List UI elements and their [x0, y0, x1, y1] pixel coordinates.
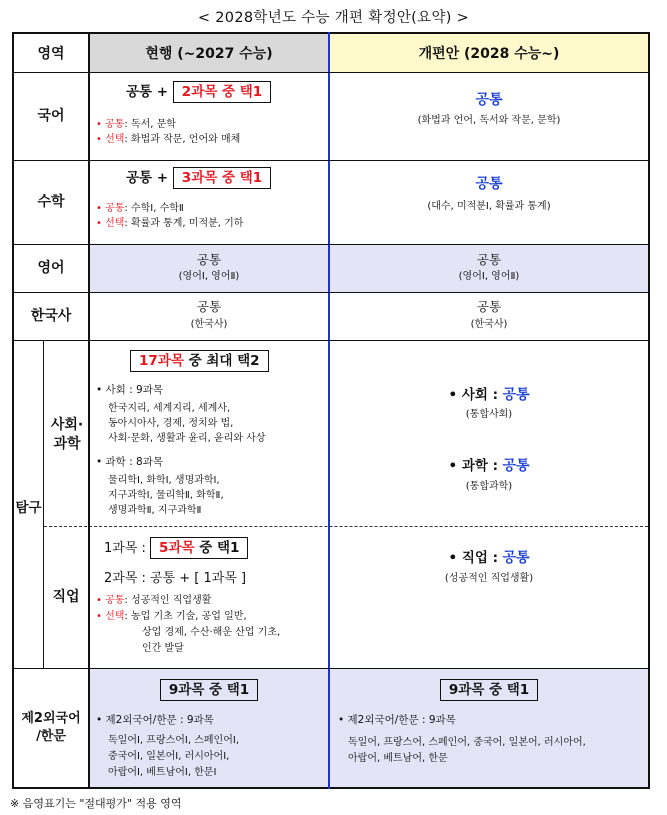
foreign-current-choice-box: 9과목 중 택1	[160, 679, 258, 701]
inquiry-revised-career	[330, 527, 648, 668]
inquiry-social-head: • 사회 : 9과목	[96, 384, 163, 396]
inquiry-social-science-label: 사회·과학	[50, 417, 84, 452]
korean-current-common-list: : 독서, 문학	[124, 119, 176, 130]
career-common-list: : 성공적인 직업생활	[124, 595, 212, 606]
inquiry-revised-science-head: • 과학 :	[448, 458, 498, 474]
inquiry-science-line1: 물리학Ⅰ, 화학Ⅰ, 생명과학Ⅰ,	[108, 475, 220, 486]
foreign-revised-choice-box: 9과목 중 택1	[440, 679, 538, 701]
math-current-elective-list: : 확률과 통계, 미적분, 기하	[124, 218, 244, 229]
english-current-common: 공통	[196, 252, 222, 267]
math-label: 수학	[37, 194, 65, 211]
korean-current-elective-tag: • 선택	[96, 134, 125, 145]
inquiry-social-line3: 사회·문화, 생활과 윤리, 윤리와 사상	[108, 433, 266, 444]
foreign-label: 제2외국어 /한문	[21, 711, 81, 744]
inquiry-current-choice-box	[130, 350, 269, 372]
math-current-elective-tag: • 선택	[96, 218, 125, 229]
korean-current-common: 공통 +	[126, 84, 169, 100]
history-revised	[330, 293, 648, 340]
korean-current	[90, 73, 328, 160]
foreign-revised	[330, 669, 648, 787]
inquiry-science-line3: 생명과학Ⅱ, 지구과학Ⅱ	[108, 505, 202, 516]
header-current: 현행 (~2027 수능)	[145, 46, 273, 62]
math-current-common-list: : 수학Ⅰ, 수학Ⅱ	[124, 203, 184, 214]
foreign-current-line1: 독일어Ⅰ, 프랑스어Ⅰ, 스페인어Ⅰ,	[108, 735, 240, 746]
career-one-rest: 중 택1	[194, 540, 240, 556]
inquiry-revised-social-science	[330, 341, 648, 526]
career-one-lead: 1과목 :	[104, 541, 146, 556]
english-label: 영어	[37, 260, 65, 277]
inquiry-revised-social-common: 공통	[502, 387, 530, 403]
inquiry-revised-science-sub: (통합과학)	[465, 481, 513, 492]
inquiry-revised-social-sub: (통합사회)	[465, 409, 513, 420]
inquiry-current-career	[90, 527, 328, 668]
inquiry-revised-science-common: 공통	[502, 458, 530, 474]
foreign-current-line2: 중국어Ⅰ, 일본어Ⅰ, 러시아어Ⅰ,	[108, 751, 230, 762]
math-revised-common: 공통	[475, 176, 503, 192]
inquiry-label: 탐구	[15, 499, 42, 516]
career-one-box	[150, 537, 248, 559]
inquiry-science-line2: 지구과학Ⅰ, 물리학Ⅱ, 화학Ⅱ,	[108, 490, 224, 501]
history-current	[90, 293, 328, 340]
inquiry-revised-career-head: • 직업 :	[448, 550, 498, 566]
header-area: 영역	[37, 46, 65, 62]
korean-revised-common: 공통	[475, 92, 503, 108]
inquiry-career-label: 직업	[52, 588, 80, 605]
foreign-current	[90, 669, 328, 787]
english-revised-common: 공통	[476, 252, 502, 267]
career-elective-line3: 인간 발달	[142, 643, 184, 654]
english-current	[90, 245, 328, 292]
history-revised-subjects: (한국사)	[470, 319, 508, 330]
history-current-subjects: (한국사)	[190, 319, 228, 330]
english-revised-subjects: (영어Ⅰ, 영어Ⅱ)	[458, 271, 520, 282]
english-current-subjects: (영어Ⅰ, 영어Ⅱ)	[178, 271, 240, 282]
history-revised-common: 공통	[476, 299, 502, 314]
inquiry-current-social-science	[90, 341, 328, 526]
math-current-choice-box: 3과목 중 택1	[173, 167, 271, 189]
foreign-revised-line1: 독일어, 프랑스어, 스페인어, 중국어, 일본어, 러시아어,	[348, 737, 586, 748]
career-elective-line2: 상업 경제, 수산·해운 산업 기초,	[142, 627, 281, 638]
border-right	[648, 32, 650, 789]
inquiry-revised-career-sub: (성공적인 직업생활)	[444, 573, 534, 584]
foreign-revised-head: • 제2외국어/한문 : 9과목	[338, 714, 456, 726]
korean-label: 국어	[37, 108, 65, 125]
footnote: ※ 음영표기는 "절대평가" 적용 영역	[10, 797, 182, 810]
inquiry-revised-career-common: 공통	[502, 550, 530, 566]
korean-current-common-tag: • 공통	[96, 119, 125, 130]
korean-revised-subjects: (화법과 언어, 독서와 작문, 문학)	[417, 115, 561, 126]
career-elective-line1: : 농업 기초 기술, 공업 일반,	[124, 611, 247, 622]
inquiry-revised-social-head: • 사회 :	[448, 387, 498, 403]
inquiry-social-line2: 동아시아사, 경제, 정치와 법,	[108, 418, 234, 429]
math-current-common: 공통 +	[126, 170, 169, 186]
border-bottom	[12, 787, 650, 789]
inquiry-science-head: • 과학 : 8과목	[96, 456, 163, 468]
career-one-count: 5과목	[159, 540, 195, 556]
inquiry-current-choice-rest: 중 최대 택2	[183, 353, 260, 369]
math-revised-subjects: (대수, 미적분Ⅰ, 확률과 통계)	[427, 201, 551, 212]
korean-revised	[330, 73, 648, 160]
math-current	[90, 161, 328, 244]
korean-current-choice-box: 2과목 중 택1	[173, 81, 271, 103]
english-revised	[330, 245, 648, 292]
inquiry-current-choice-count: 17과목	[139, 353, 184, 369]
border-inquiry-sub	[43, 340, 44, 668]
inquiry-social-line1: 한국지리, 세계지리, 세계사,	[108, 403, 231, 414]
foreign-current-head: • 제2외국어/한문 : 9과목	[96, 714, 214, 726]
history-current-common: 공통	[196, 299, 222, 314]
career-common-tag: • 공통	[96, 595, 125, 606]
foreign-current-line3: 아랍어Ⅰ, 베트남어Ⅰ, 한문Ⅰ	[108, 767, 217, 778]
math-revised	[330, 161, 648, 244]
math-current-common-tag: • 공통	[96, 203, 125, 214]
korean-current-elective-list: : 화법과 작문, 언어와 매체	[124, 134, 241, 145]
history-label: 한국사	[30, 308, 72, 325]
foreign-revised-line2: 아랍어, 베트남어, 한문	[348, 753, 448, 764]
career-elective-tag: • 선택	[96, 611, 125, 622]
header-revised: 개편안 (2028 수능~)	[418, 46, 560, 62]
page-title: < 2028학년도 수능 개편 확정안(요약) >	[197, 10, 470, 26]
career-two: 2과목 : 공통 + [ 1과목 ]	[104, 571, 247, 586]
